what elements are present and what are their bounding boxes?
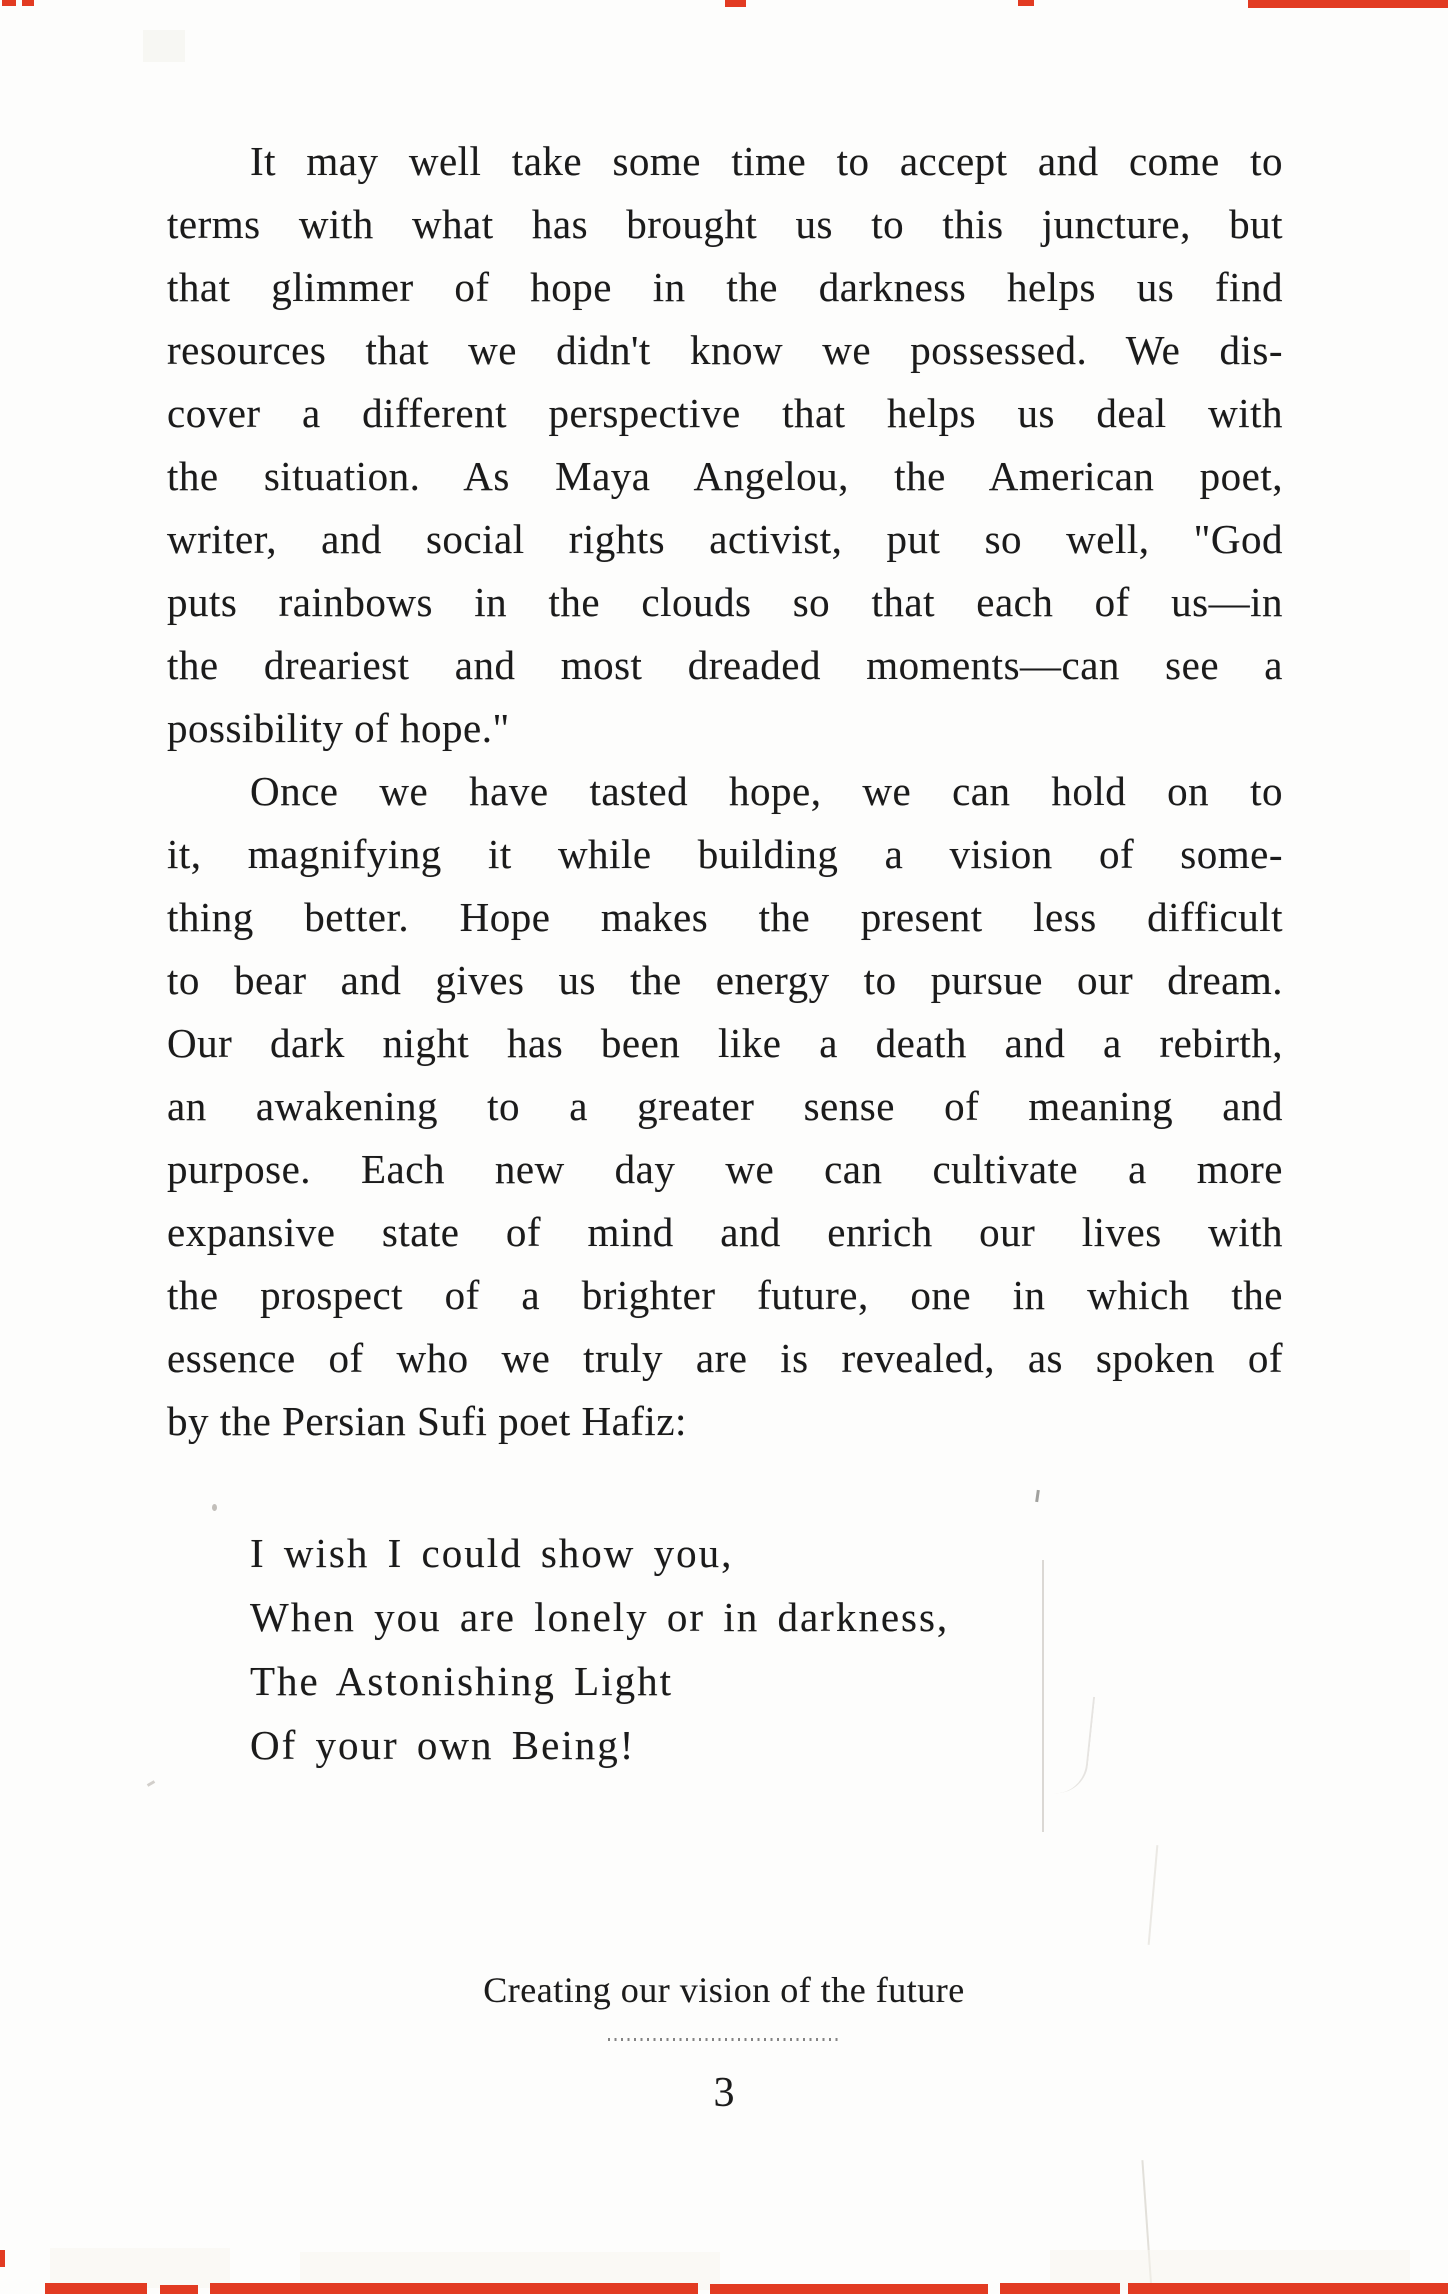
body-line: Once we have tasted hope, we can hold on to [250,768,1283,814]
scanner-edge-mark [160,2285,198,2294]
body-line: an awakening to a greater sense of meaning and [167,1083,1283,1129]
body-line: thing better. Hope makes the present less difficult [167,894,1283,940]
scan-crease-line [1042,1560,1044,1832]
body-line: writer, and social rights activist, put so well, "God [167,516,1283,562]
scan-speck [1035,1490,1040,1502]
scanner-edge-mark [1128,2283,1448,2294]
body-line: It may well take some time to accept and come to [250,138,1283,184]
scan-crease-curve [1053,1694,1095,1797]
scanner-edge-mark [45,2283,147,2294]
scanner-edge-mark [0,2250,5,2267]
body-line: the situation. As Maya Angelou, the American poet, [167,453,1283,499]
body-line: the dreariest and most dreaded moments—can see a [167,642,1283,688]
scan-speck [147,1780,155,1787]
scanner-edge-mark [725,0,746,7]
body-text-block [167,130,1283,1453]
body-line: puts rainbows in the clouds so that each of us—in [167,579,1283,625]
scan-shading [50,2248,230,2288]
poem-block [250,1521,949,1777]
poem-line: The Astonishing Light [250,1658,673,1704]
scanner-edge-mark [2,0,16,6]
body-line: terms with what has brought us to this juncture, but [167,201,1283,247]
body-line: resources that we didn't know we possessed. We dis- [167,327,1283,373]
page-number: 3 [713,2070,735,2116]
scanner-edge-mark [22,0,34,6]
scan-smudge [143,30,185,62]
poem-line: Of your own Being! [250,1722,636,1768]
scanner-edge-mark [710,2284,988,2294]
body-line: possibility of hope." [167,705,510,751]
scan-speck [212,1504,217,1511]
scanner-edge-mark [1248,0,1448,8]
body-line: essence of who we truly are is revealed, as spoken of [167,1335,1283,1381]
body-line: cover a different perspective that helps us deal with [167,390,1283,436]
body-line: the prospect of a brighter future, one in which the [167,1272,1283,1318]
body-line: that glimmer of hope in the darkness helps us find [167,264,1283,310]
scanner-edge-mark [1018,0,1034,6]
scan-scratch [1148,1845,1159,1945]
body-line: Our dark night has been like a death and a rebirth, [167,1020,1283,1066]
poem-line: When you are lonely or in darkness, [250,1594,950,1640]
running-title: Creating our vision of the future [483,1970,965,2010]
body-line: purpose. Each new day we can cultivate a more [167,1146,1283,1192]
poem-line: I wish I could show you, [250,1530,734,1576]
dotted-rule [608,2038,840,2041]
scanner-edge-mark [210,2283,698,2294]
body-line: to bear and gives us the energy to pursue our dream. [167,957,1283,1003]
body-line: expansive state of mind and enrich our lives with [167,1209,1283,1255]
body-line: it, magnifying it while building a vision of some- [167,831,1283,877]
scanner-edge-mark [1000,2283,1120,2294]
body-line: by the Persian Sufi poet Hafiz: [167,1398,687,1444]
